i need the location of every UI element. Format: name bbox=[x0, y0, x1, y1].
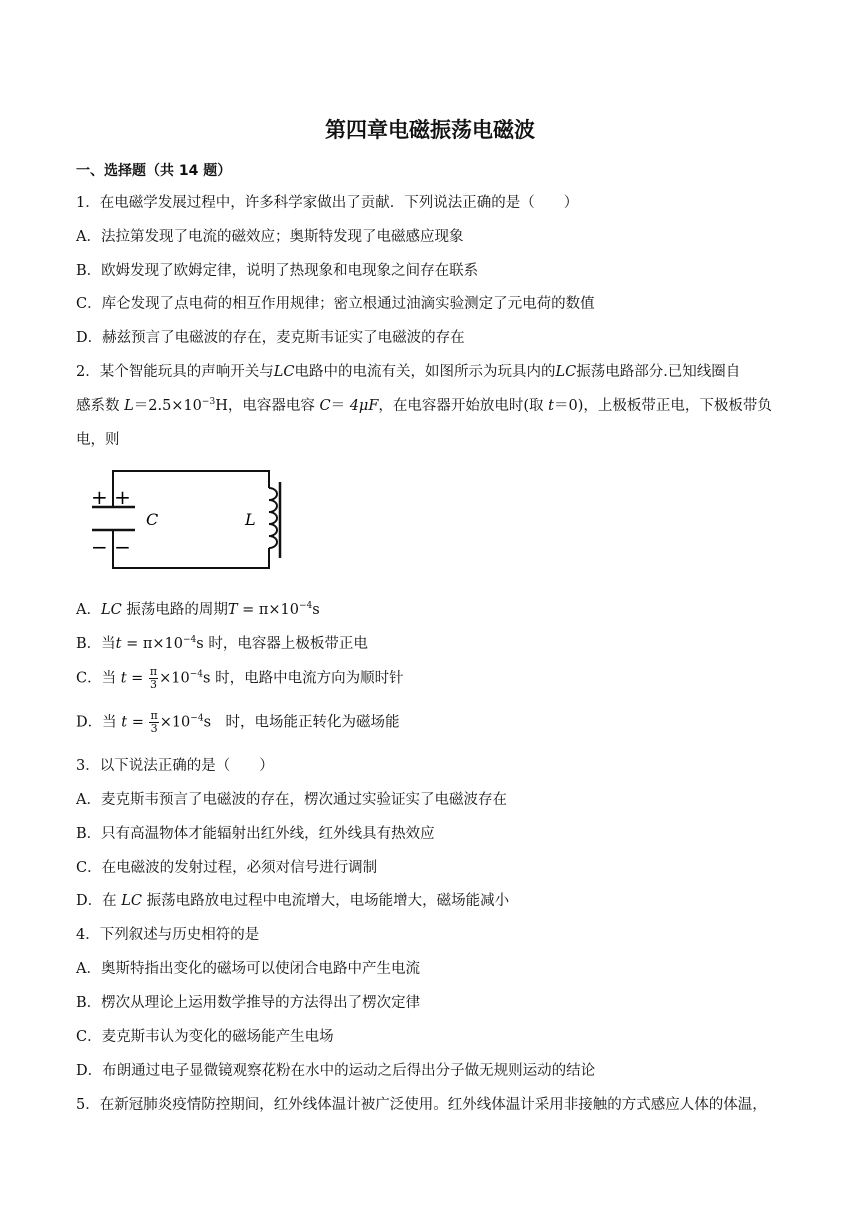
q1-option-d[interactable]: D．赫兹预言了电磁波的存在，麦克斯韦证实了电磁波的存在 bbox=[76, 330, 465, 346]
q4-option-d[interactable]: D．布朗通过电子显微镜观察花粉在水中的运动之后得出分子做无规则运动的结论 bbox=[76, 1063, 596, 1079]
circuit-top-wire bbox=[113, 471, 269, 500]
q1-option-b[interactable]: B．欧姆发现了欧姆定律，说明了热现象和电现象之间存在联系 bbox=[76, 263, 479, 279]
page-title: 第四章电磁振荡电磁波 bbox=[325, 118, 535, 142]
q5-stem: 5．在新冠肺炎疫情防控期间，红外线体温计被广泛使用。红外线体温计采用非接触的方式感应人体的体温， bbox=[76, 1097, 767, 1113]
q2-option-a[interactable]: A．LC 振荡电路的周期$T = \pi\times 10^{-4}s$ bbox=[76, 601, 320, 618]
q4-option-a[interactable]: A．奥斯特指出变化的磁场可以使闭合电路中产生电流 bbox=[76, 961, 420, 977]
fraction-pi-over-3: $\frac{\pi}{3}$ bbox=[149, 665, 158, 691]
capacitor-label: C bbox=[146, 510, 159, 529]
q2-option-c[interactable]: C．当 t = $\frac{\pi}{3}$ $\times 10^{-4}s$ 时，电路中电流方向为顺时针 bbox=[76, 665, 404, 691]
lc-circuit-figure bbox=[82, 462, 292, 580]
q4-option-c[interactable]: C．麦克斯韦认为变化的磁场能产生电场 bbox=[76, 1029, 334, 1045]
circuit-bottom-wire bbox=[113, 538, 269, 568]
capacitor-plus-signs: + + bbox=[91, 485, 131, 509]
q3-option-d[interactable]: D．在 LC 振荡电路放电过程中电流增大，电场能增大，磁场能减小 bbox=[76, 893, 510, 909]
inductor-label: L bbox=[245, 510, 256, 529]
q1-stem: 1．在电磁学发展过程中，许多科学家做出了贡献．下列说法正确的是（ ） bbox=[76, 195, 579, 211]
q2-option-d[interactable]: D．当 t = $\frac{\pi}{3}$ $\times 10^{-4}s$ 时，电场能正转化为磁场能 bbox=[76, 709, 400, 735]
q3-option-a[interactable]: A．麦克斯韦预言了电磁波的存在，楞次通过实验证实了电磁波存在 bbox=[76, 792, 507, 808]
q3-option-c[interactable]: C．在电磁波的发射过程，必须对信号进行调制 bbox=[76, 860, 378, 876]
inductor-coil bbox=[269, 488, 277, 548]
q1-option-c[interactable]: C．库仑发现了点电荷的相互作用规律；密立根通过油滴实验测定了元电荷的数值 bbox=[76, 296, 595, 312]
q1-option-a[interactable]: A．法拉第发现了电流的磁效应；奥斯特发现了电磁感应现象 bbox=[76, 229, 464, 245]
q2-stem-line1: 2．某个智能玩具的声响开关与LC电路中的电流有关，如图所示为玩具内的LC振荡电路部分.已知线圈自 bbox=[76, 364, 741, 380]
q2-option-b[interactable]: B．当$t = \pi\times 10^{-4}s$ 时，电容器上极板带正电 bbox=[76, 635, 368, 652]
capacitor-minus-signs: − − bbox=[91, 535, 131, 559]
fraction-pi-over-3: $\frac{\pi}{3}$ bbox=[150, 709, 158, 735]
q2-stem-line3: 电，则 bbox=[76, 432, 120, 448]
q4-stem: 4．下列叙述与历史相符的是 bbox=[76, 927, 260, 943]
q4-option-b[interactable]: B．楞次从理论上运用数学推导的方法得出了楞次定律 bbox=[76, 995, 421, 1011]
q3-option-b[interactable]: B．只有高温物体才能辐射出红外线，红外线具有热效应 bbox=[76, 826, 435, 842]
q3-stem: 3．以下说法正确的是（ ） bbox=[76, 758, 274, 774]
section-heading: 一、选择题（共 14 题） bbox=[76, 163, 232, 179]
q2-stem-line2: 感系数 $L=2.5\times 10^{-3}H$，电容器电容 C＝ 4μF，在电容器开始放电时(取 t＝0)，上极板带正电，下极板带负 bbox=[76, 397, 772, 414]
